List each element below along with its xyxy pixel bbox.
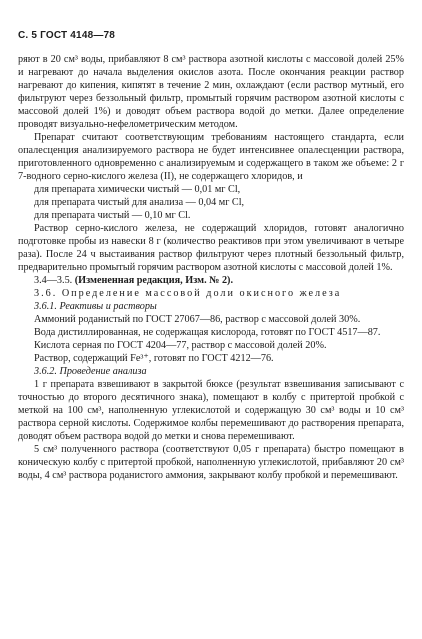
- reagent-ammonium-thiocyanate: Аммоний роданистый по ГОСТ 27067—86, раствор с массовой долей 30%.: [34, 314, 361, 325]
- subsection-reagents: 3.6.1. Реактивы и растворы: [34, 301, 157, 312]
- amendment-text: 3.4—3.5. (Измененная редакция, Изм. № 2).: [34, 275, 233, 286]
- subsection-analysis: 3.6.2. Проведение анализа: [34, 366, 147, 377]
- section-heading-ferric-iron: [18, 287, 404, 300]
- reagent-sulfuric-acid: Кислота серная по ГОСТ 4204—77, раствор с массовой долей 20%.: [34, 340, 327, 351]
- paragraph-iron-sulfate-solution: Раствор серно-кислого железа, не содержащий хлоридов, готовят аналогично подготовке пробы из навески 8 г (количество реактивов при этом увеличивают в четыре раза). После 24 ч выстаивания раствор фильтруют через плотный беззольный фильтр, предварительно промытый горячим раствором азотной кислоты с массовой долей 1%.: [18, 223, 404, 273]
- page-header: С. 5 ГОСТ 4148—78: [18, 30, 116, 41]
- limit-line-chemically-pure: для препарата химически чистый — 0,01 мг Cl,: [34, 184, 241, 195]
- paragraph-weighing: 1 г препарата взвешивают в закрытой бюксе (результат взвешивания записывают с точностью до второго десятичного знака), помещают в колбу с притертой пробкой с меткой на 100 см³, наполненную углекислотой и содержащую 30 см³ воды и 10 см³ раствора серной кислоты. Содержимое колбы перемешивают до растворения препарата, доводят объем раствора водой до метки и снова перемешивают.: [18, 379, 404, 442]
- limit-line-analytical-grade: для препарата чистый для анализа — 0,04 мг Cl,: [34, 197, 245, 208]
- reagent-fe3-solution: Раствор, содержащий Fe³⁺, готовят по ГОСТ 4212—76.: [34, 353, 274, 364]
- paragraph-continuation: ряют в 20 см³ воды, прибавляют 8 см³ раствора азотной кислоты с массовой долей 25% и нагревают до начала выделения окислов азота. После окончания реакции раствор нагревают до кипения, кипятят в течение 2 мин, охлаждают (если раствор мутный, его фильтруют через беззольный фильтр, промытый горячим раствором азотной кислоты с массовой долей 1%) и доводят объем раствора водой до метки. Далее определение проводят визуально-нефелометрическим методом.: [18, 54, 404, 130]
- reagent-distilled-water: Вода дистиллированная, не содержащая кислорода, готовят по ГОСТ 4517—87.: [34, 327, 381, 338]
- document-body: [18, 53, 404, 482]
- paragraph-requirements: Препарат считают соответствующим требованиям настоящего стандарта, если опалесценция анализируемого раствора не будет интенсивнее опалесценции раствора, приготовленного одновременно с анализируемым и содержащего в таком же объеме: 2 г 7-водного серно-кислого железа (II), не содержащего хлоридов, и: [18, 132, 404, 182]
- section-heading-text: 3.6. Определение массовой доли окисного железа: [34, 288, 342, 299]
- paragraph-aliquot: 5 см³ полученного раствора (соответствуют 0,05 г препарата) быстро помещают в коническую колбу с притертой пробкой, наполненную углекислотой, прибавляют 20 см³ воды, 4 см³ раствора роданистого аммония, закрывают колбу пробкой и перемешивают.: [18, 444, 404, 481]
- amendment-note: [18, 274, 404, 287]
- limit-line-pure: для препарата чистый — 0,10 мг Cl.: [34, 210, 191, 221]
